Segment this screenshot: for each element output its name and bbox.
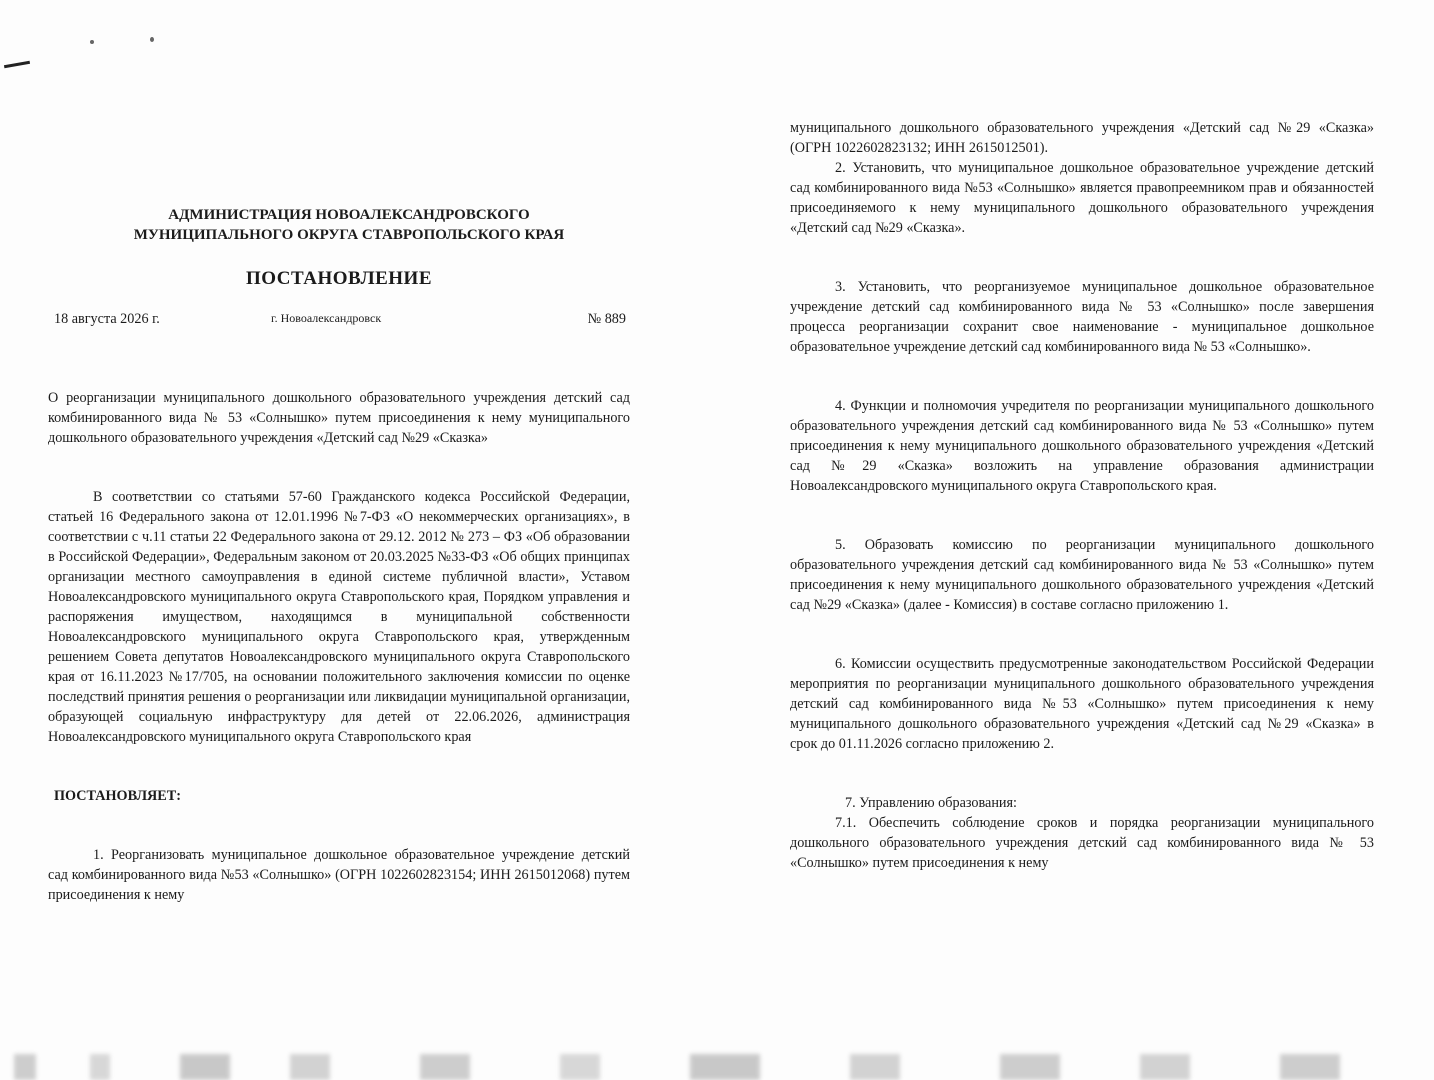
document-number: № 889 — [587, 311, 626, 327]
org-line-2: МУНИЦИПАЛЬНОГО ОКРУГА СТАВРОПОЛЬСКОГО КРАЯ — [133, 227, 565, 243]
item-1-start: 1. Реорганизовать муниципальное дошкольное образовательное учреждение детский сад комбинированного вида №53 «Солнышко» (ОГРН 1022602823154; ИНН 2615012068) путем присоединения к нему — [48, 847, 630, 903]
document-date: 18 августа 2026 г. — [54, 311, 160, 327]
document-meta — [48, 309, 630, 329]
organization-header — [68, 205, 630, 245]
scan-artifact — [150, 37, 154, 42]
resolve-heading: ПОСТАНОВЛЯЕТ: — [54, 788, 181, 804]
left-page — [48, 195, 630, 905]
document-type: ПОСТАНОВЛЕНИЕ — [245, 268, 433, 289]
scan-artifact — [4, 61, 30, 68]
item-7-1: 7.1. Обеспечить соблюдение сроков и порядка реорганизации муниципального дошкольного образовательного учреждения детский сад комбинированного вида № 53 «Солнышко» путем присоединения к нему — [790, 815, 1374, 871]
item-2: 2. Установить, что муниципальное дошкольное образовательное учреждение детский сад комбинированного вида №53 «Солнышко» является правопреемником прав и обязанностей присоединяемого к нему муниципального дошкольного образовательного учреждения «Детский сад №29 «Сказка». — [790, 160, 1374, 236]
item-5: 5. Образовать комиссию по реорганизации муниципального дошкольного образовательного учреждения детский сад комбинированного вида № 53 «Солнышко» путем присоединения к нему муниципального дошкольного образовательного учреждения «Детский сад №29 «Сказка» (далее - Комиссия) в составе согласно приложению 1. — [790, 537, 1374, 613]
scan-bottom-edge — [0, 1054, 1434, 1080]
item-3: 3. Установить, что реорганизуемое муниципальное дошкольное образовательное учреждение детский сад комбинированного вида № 53 «Солнышко» после завершения процесса реорганизации сохранит свое наименование - муниципальное дошкольное образовательное учреждение детский сад комбинированного вида № 53 «Солнышко». — [790, 279, 1374, 355]
preamble-paragraph: В соответствии со статьями 57-60 Гражданского кодекса Российской Федерации, статьей 16 Федерального закона от 12.01.1996 №7-ФЗ «О некоммерческих организациях», в соответствии с ч.11 статьи 22 Федерального закона от 29.12. 2012 № 273 – ФЗ «Об образовании в Российской Федерации», Федеральным законом от 20.03.2025 №33-ФЗ «Об общих принципах организации местного самоуправления в единой системе публичной власти», Уставом Новоалександровского муниципального округа Ставропольского края, Порядком управления и распоряжения имуществом, находящимся в муниципальной собственности Новоалександровского муниципального округа Ставропольского края, утвержденным решением Совета депутатов Новоалександровского муниципального округа Ставропольского края от 16.11.2023 №17/705, на основании положительного заключения комиссии по оценке последствий принятия решения о реорганизации или ликвидации муниципальной организации, образующей социальную инфраструктуру для детей от 22.06.2026, администрация Новоалександровского муниципального округа Ставропольского края — [48, 489, 630, 745]
document-subject: О реорганизации муниципального дошкольного образовательного учреждения детский сад комбинированного вида № 53 «Солнышко» путем присоединения к нему муниципального дошкольного образовательного учреждения «Детский сад №29 «Сказка» — [48, 390, 630, 446]
document-city: г. Новоалександровск — [271, 311, 382, 325]
item-7: 7. Управлению образования: — [845, 795, 1017, 811]
org-line-1: АДМИНИСТРАЦИЯ НОВОАЛЕКСАНДРОВСКОГО — [168, 207, 530, 223]
item-4: 4. Функции и полномочия учредителя по реорганизации муниципального дошкольного образовательного учреждения детский сад комбинированного вида № 53 «Солнышко» путем присоединения к нему муниципального дошкольного образовательного учреждения «Детский сад №29 «Сказка» возложить на управление образования администрации Новоалександровского муниципального округа Ставропольского края. — [790, 398, 1374, 494]
item-1-end: муниципального дошкольного образовательного учреждения «Детский сад №29 «Сказка» (ОГРН 1022602823132; ИНН 2615012501). — [790, 120, 1374, 156]
right-page — [790, 118, 1374, 873]
item-6: 6. Комиссии осуществить предусмотренные законодательством Российской Федерации мероприятия по реорганизации муниципального дошкольного образовательного учреждения детский сад комбинированного вида №53 «Солнышко» путем присоединения к нему муниципального дошкольного образовательного учреждения «Детский сад №29 «Сказка» в срок до 01.11.2026 согласно приложению 2. — [790, 656, 1374, 752]
scan-artifact — [90, 40, 94, 44]
